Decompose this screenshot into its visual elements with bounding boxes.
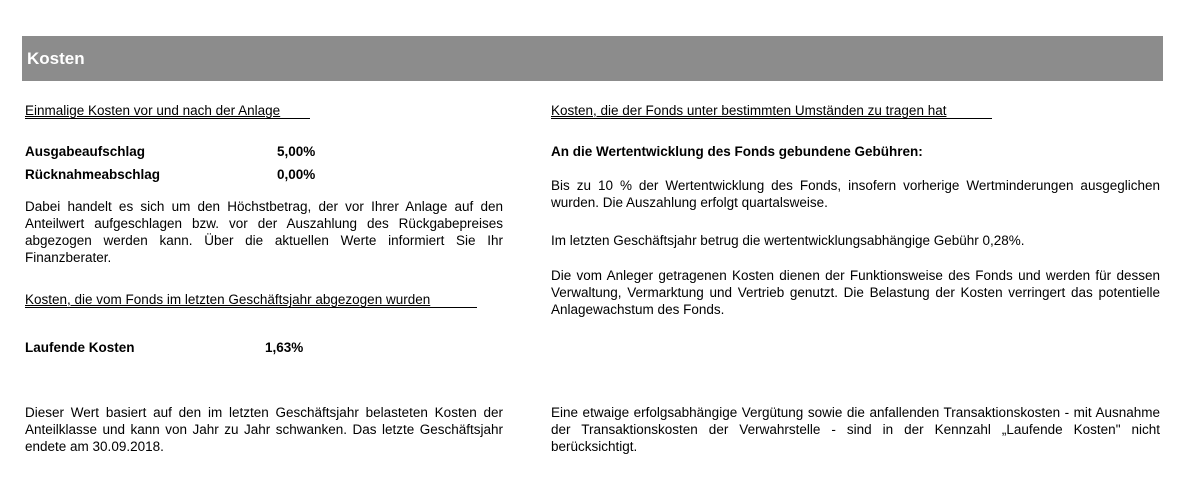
section-title: Kosten xyxy=(27,48,85,68)
transaction-costs-text: Eine etwaige erfolgsabhängige Vergütung sowie die anfallenden Transaktionskosten - mit Ausnahme der Transaktionskosten der Verwahrstelle - sind in der Kennzahl „Laufende Kosten" nicht berücksichtigt. xyxy=(551,405,1160,454)
section-header xyxy=(22,36,1163,81)
ongoing-costs-value: 1,63% xyxy=(265,340,304,355)
entry-fee-value: 5,00% xyxy=(277,144,316,159)
one-time-costs-underline xyxy=(25,118,310,119)
last-year-fee-text: Im letzten Geschäftsjahr betrug die wertentwicklungsabhängige Gebühr 0,28%. xyxy=(551,233,1025,248)
performance-fee-text: Bis zu 10 % der Wertentwicklung des Fonds, insofern vorherige Wertminderungen ausgeglichen wurden. Die Auszahlung erfolgt quartalsweise. xyxy=(551,178,1160,210)
ongoing-costs-label: Laufende Kosten xyxy=(25,340,135,355)
exit-fee-value: 0,00% xyxy=(277,167,316,182)
deducted-costs-title: Kosten, die vom Fonds im letzten Geschäftsjahr abgezogen wurden xyxy=(25,292,431,307)
one-time-costs-title: Einmalige Kosten vor und nach der Anlage xyxy=(25,103,281,118)
deducted-costs-underline xyxy=(25,307,477,308)
exit-fee-label: Rücknahmeabschlag xyxy=(25,167,161,182)
one-time-costs-text: Dabei handelt es sich um den Höchstbetrag, der vor Ihrer Anlage auf den Anteilwert aufgeschlagen bzw. vor der Auszahlung des Rückgabepreises abgezogen werden kann. Über die aktuellen Werte informiert Sie Ihr Finanzberater. xyxy=(25,199,503,265)
performance-fee-heading: An die Wertentwicklung des Fonds gebundene Gebühren: xyxy=(551,144,923,159)
cost-purpose-text: Die vom Anleger getragenen Kosten dienen der Funktionsweise des Fonds und werden für dessen Verwaltung, Vermarktung und Vertrieb genutzt. Die Belastung der Kosten verringert das potentielle Anlagewachstum des Fonds. xyxy=(551,268,1160,317)
special-costs-underline xyxy=(551,118,992,119)
special-costs-title: Kosten, die der Fonds unter bestimmten Umständen zu tragen hat xyxy=(551,103,947,118)
ongoing-costs-text: Dieser Wert basiert auf den im letzten Geschäftsjahr belasteten Kosten der Anteilklasse und kann von Jahr zu Jahr schwanken. Das letzte Geschäftsjahr endete am 30.09.2018. xyxy=(25,405,503,454)
entry-fee-label: Ausgabeaufschlag xyxy=(25,144,146,159)
